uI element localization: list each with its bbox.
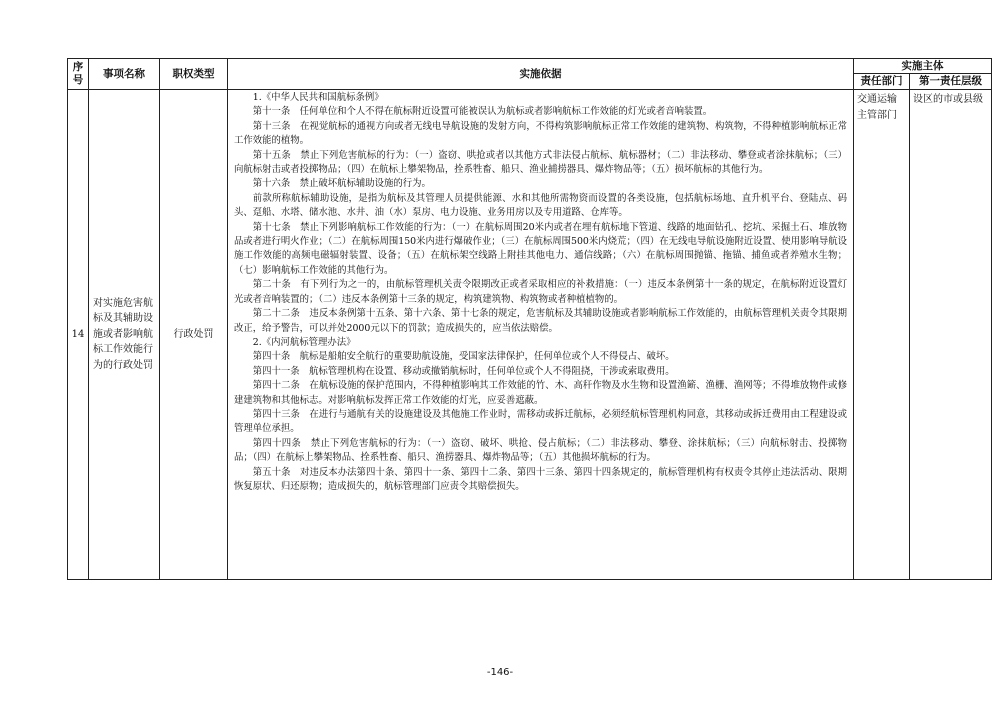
row-dept: 交通运输主管部门: [854, 90, 910, 580]
row-basis: [228, 90, 854, 580]
basis-paragraph: 第四十二条 在航标设施的保护范围内，不得种植影响其工作效能的竹、木、高秆作物及水生物和设置渔簖、渔栅、渔网等；不得堆放物件或修建建筑物和其他标志。对影响航标发挥正常工作效能的灯光，应妥善遮蔽。: [234, 380, 847, 406]
basis-paragraph: 第十七条 禁止下列影响航标工作效能的行为：（一）在航标周围20米内或者在埋有航标地下管道、线路的地面钻孔、挖坑、采掘土石、堆放物品或者进行明火作业；（二）在航标周围150米内进行爆破作业；（三）在航标周围500米内烧荒；（四）在无线电导航设施附近设置、使用影响导航设施工作效能的高频电磁辐射装置、设备；（五）在航标架空线路上附挂其他电力、通信线路；（六）在航标周围抛锚、拖锚、捕鱼或者养殖水生物；（七）影响航标工作效能的其他行为。: [234, 221, 847, 276]
header-item-name: 事项名称: [89, 59, 160, 90]
basis-paragraph: 第二十二条 违反本条例第十五条、第十六条、第十七条的规定，危害航标及其辅助设施或者影响航标工作效能的，由航标管理机关责令其限期改正，给予警告，可以并处2000元以下的罚款；造成损失的，应当依法赔偿。: [234, 308, 847, 334]
header-seq: 序号: [68, 59, 89, 90]
basis-paragraph: 第四十三条 在进行与通航有关的设施建设及其他施工作业时，需移动或拆迁航标，必须经航标管理机构同意，其移动或拆迁费用由工程建设或管理单位承担。: [234, 408, 847, 435]
basis-paragraph: 第二十条 有下列行为之一的，由航标管理机关责令限期改正或者采取相应的补救措施：（一）违反本条例第十一条的规定，在航标附近设置灯光或者音响装置的；（二）违反本条例第十三条的规定，构筑建筑物、构筑物或者种植植物的。: [234, 279, 847, 305]
page-number: -146-: [486, 667, 514, 678]
basis-paragraph: 前款所称航标辅助设施，是指为航标及其管理人员提供能源、水和其他所需物资而设置的各类设施，包括航标场地、直升机平台、登陆点、码头、趸船、水塔、储水池、水井、油（水）泵房、电力设施、业务用房以及专用道路、仓库等。: [234, 192, 847, 219]
header-power-type: 职权类型: [160, 59, 228, 90]
basis-paragraph: 2.《内河航标管理办法》: [252, 336, 356, 348]
basis-paragraph: 第十三条 在视觉航标的通视方向或者无线电导航设施的发射方向，不得构筑影响航标正常工作效能的建筑物、构筑物，不得种植影响航标正常工作效能的植物。: [234, 120, 847, 147]
row-level: 设区的市或县级: [910, 90, 992, 580]
basis-paragraph: 第十五条 禁止下列危害航标的行为：（一）盗窃、哄抢或者以其他方式非法侵占航标、航标器材；（二）非法移动、攀登或者涂抹航标；（三）向航标射击或者投掷物品；（四）在航标上攀架物品，拴系牲畜、船只、渔业捕捞器具、爆炸物品等；（五）损坏航标的其他行为。: [234, 149, 847, 176]
row-item-name: 对实施危害航标及其辅助设施或者影响航标工作效能行为的行政处罚: [89, 90, 160, 580]
row-power-type: 行政处罚: [160, 90, 228, 580]
enforcement-table: [67, 58, 992, 580]
table-row: [68, 90, 992, 580]
header-dept: 责任部门: [854, 74, 910, 90]
basis-paragraph: 第四十一条 航标管理机构在设置、移动或撤销航标时，任何单位或个人不得阻挠，干涉或索取费用。: [252, 365, 675, 377]
header-basis: 实施依据: [228, 59, 854, 90]
basis-paragraph: 第四十条 航标是船舶安全航行的重要助航设施，受国家法律保护，任何单位或个人不得侵占、破坏。: [252, 351, 675, 363]
basis-paragraph: 第十一条 任何单位和个人不得在航标附近设置可能被误认为航标或者影响航标工作效能的灯光或者音响装置。: [252, 106, 713, 118]
row-seq: 14: [68, 90, 89, 580]
basis-paragraph: 第十六条 禁止破坏航标辅助设施的行为。: [252, 178, 431, 190]
basis-paragraph: 第四十四条 禁止下列危害航标的行为：（一）盗窃、破坏、哄抢、侵占航标；（二）非法移动、攀登、涂抹航标；（三）向航标射击、投掷物品；（四）在航标上攀架物品、拴系牲畜、船只、渔捞器具、爆炸物品等；（五）其他损坏航标的行为。: [234, 437, 847, 464]
header-level: 第一责任层级: [910, 74, 992, 90]
basis-paragraph: 第五十条 对违反本办法第四十条、第四十一条、第四十二条、第四十三条、第四十四条规定的，航标管理机构有权责令其停止违法活动、限期恢复原状、归还原物；造成损失的，航标管理部门应责令其赔偿损失。: [234, 466, 847, 492]
header-subject: 实施主体: [854, 59, 992, 74]
basis-paragraph: 1.《中华人民共和国航标条例》: [252, 92, 384, 103]
